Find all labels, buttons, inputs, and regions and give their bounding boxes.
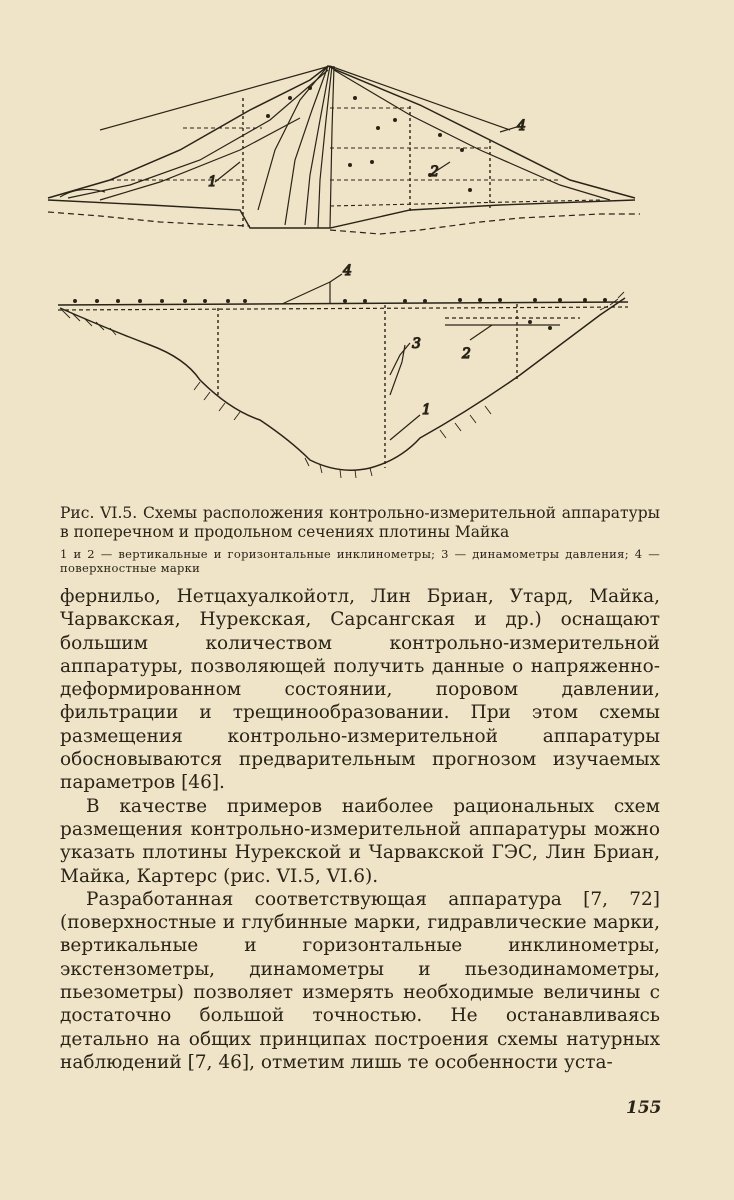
page-number: 155 xyxy=(626,1098,662,1118)
label-1-top: 1 xyxy=(208,174,217,190)
label-2-top: 2 xyxy=(430,164,439,180)
label-3-bottom: 3 xyxy=(412,336,421,352)
dam-instrumentation-figure xyxy=(0,0,734,500)
figure-caption-title: Рис. VI.5. Схемы расположения контрольно-измерительной аппаратуры в поперечном и продольном сечениях плотины Майка xyxy=(60,504,660,541)
dam-cross-section xyxy=(48,66,640,234)
label-4-bottom: 4 xyxy=(343,263,352,279)
dam-longitudinal-section xyxy=(58,263,628,478)
label-1-bottom: 1 xyxy=(422,402,431,418)
body-text xyxy=(60,585,660,1074)
paragraph: В качестве примеров наиболее рациональных схем размещения контрольно-измерительной аппаратуры можно указать плотины Нурекской и Чарвакской ГЭС, Лин Бриан, Майка, Картерс (рис. VI.5, VI.6). xyxy=(60,795,660,887)
figure-caption-legend: 1 и 2 — вертикальные и горизонтальные инклинометры; 3 — динамометры давления; 4 — поверхностные марки xyxy=(60,547,660,575)
label-4-top: 4 xyxy=(517,118,526,134)
paragraph: фернильо, Нетцахуалкойотл, Лин Бриан, Утард, Майка, Чарвакская, Нурекская, Сарсангская и др.) оснащают большим количеством контрольно-измерительной аппаратуры, позволяющей получить данные о напряженно-деформированном состоянии, поровом давлении, фильтрации и трещинообразовании. При этом схемы размещения контрольно-измерительной аппаратуры обосновываются предварительным прогнозом изучаемых параметров [46]. xyxy=(60,586,660,794)
paragraph: Разработанная соответствующая аппаратура [7, 72] (поверхностные и глубинные марки, гидравлические марки, вертикальные и горизонтальные инклинометры, экстензометры, динамометры и пьезодинамометры, пьезометры) позволяет измерять необходимые величины с достаточно большой точностью. Не останавливаясь детально на общих принципах построения схемы натурных наблюдений [7, 46], отметим лишь те особенности уста- xyxy=(60,888,660,1073)
label-2-bottom: 2 xyxy=(462,346,471,362)
